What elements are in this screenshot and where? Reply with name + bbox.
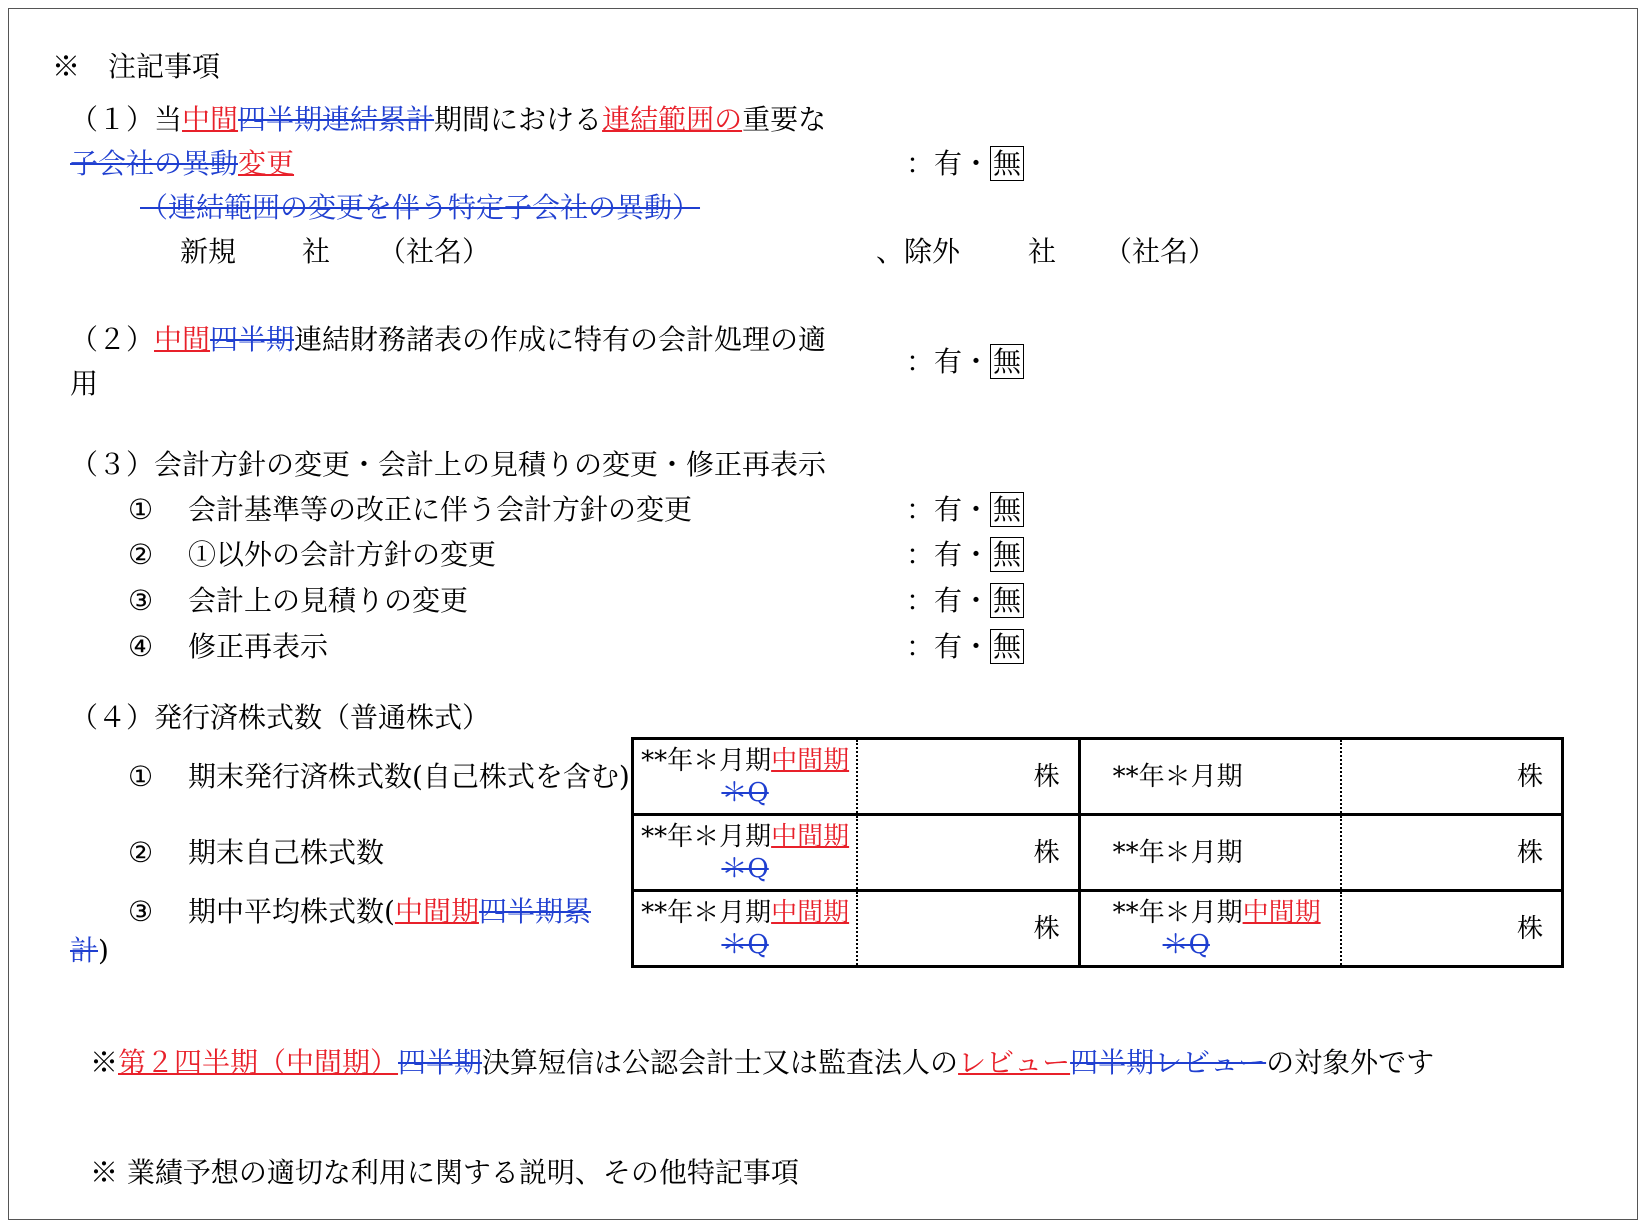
item2-line1: [70, 323, 826, 357]
review-blue1: 四半期: [398, 1046, 483, 1079]
item1-prefix: （１）当: [70, 103, 183, 136]
review-red1: 第２四半期（中間期）: [118, 1046, 399, 1079]
value-cell: 株: [857, 891, 1079, 967]
item1-line3: [140, 191, 700, 225]
review-note: [90, 1046, 1434, 1080]
item1-shinki: 新規: [180, 235, 237, 268]
item3-sub1-num: ①: [128, 493, 154, 526]
item4-row3-red: 中間期: [394, 895, 479, 928]
item3-sub1-yesno: [906, 493, 1024, 527]
item2-red: 中間: [154, 323, 211, 356]
mid-label: 中間期: [1242, 897, 1321, 928]
prior-period-cell: **年＊月期: [1079, 739, 1340, 815]
item1-line3-blue: （連結範囲の変更を伴う特定子会社の異動）: [140, 191, 701, 224]
mid-label: 中間期: [771, 897, 850, 928]
value-cell: 株: [857, 815, 1079, 891]
item1-line2: [70, 147, 294, 181]
prior-period-cell: [1079, 891, 1340, 967]
review-tail: の対象外です: [1266, 1046, 1435, 1079]
period-label: **年＊月期: [641, 821, 772, 852]
table-row: [633, 891, 1563, 967]
item3-sub4-num: ④: [128, 630, 154, 663]
period-label: **年＊月期: [1112, 897, 1243, 928]
item4-row3-line2: [70, 934, 109, 968]
item2-line2: 用: [70, 367, 99, 400]
yesno-prefix: ：有・: [906, 345, 991, 378]
item1-line2-blue: 子会社の異動: [70, 147, 239, 180]
yesno-prefix: ：有・: [906, 493, 991, 526]
item3-sub3-label: 会計上の見積りの変更: [188, 584, 469, 617]
period-cell: [633, 815, 858, 891]
yesno-selected: 無: [990, 492, 1024, 527]
review-blue2: 四半期レビュー: [1070, 1046, 1267, 1079]
yesno-prefix: ：有・: [906, 584, 991, 617]
review-mark: ※: [90, 1046, 119, 1079]
item1-red1: 中間: [182, 103, 239, 136]
period-label: **年＊月期: [641, 745, 772, 776]
item3-sub2-yesno: [906, 538, 1024, 572]
item4-title: （４）発行済株式数（普通株式）: [70, 701, 491, 734]
item3-sub3-yesno: [906, 584, 1024, 618]
item4-row3-line1: [188, 895, 591, 929]
item4-row3-line2-end: ): [98, 934, 109, 967]
item4-row3-blue: 四半期累: [478, 895, 591, 928]
period-cell: [633, 739, 858, 815]
yesno-selected: 無: [990, 537, 1024, 572]
prior-value-cell: 株: [1341, 891, 1563, 967]
item4-row3-num: ③: [128, 895, 154, 928]
item2-blue: 四半期: [210, 323, 295, 356]
item4-row3-line2-blue: 計: [70, 934, 99, 967]
yesno-selected: 無: [990, 583, 1024, 618]
review-red2: レビュー: [958, 1046, 1071, 1079]
yesno-selected: 無: [990, 344, 1024, 379]
item2-yesno: [906, 345, 1024, 379]
item1-shamei1: （社名）: [378, 235, 491, 268]
q-label: ＊Q: [721, 853, 769, 884]
period-cell: [633, 891, 858, 967]
item1-sha1: 社: [302, 235, 331, 268]
mid-label: 中間期: [771, 745, 850, 776]
item1-line2-red: 変更: [238, 147, 295, 180]
prior-value-cell: 株: [1341, 739, 1563, 815]
item3-sub2-label: ①以外の会計方針の変更: [188, 538, 497, 571]
forecast-note: ※ 業績予想の適切な利用に関する説明、その他特記事項: [90, 1156, 799, 1189]
yesno-selected: 無: [990, 629, 1024, 664]
item2-rest: 連結財務諸表の作成に特有の会計処理の適: [294, 323, 827, 356]
item1-tail: 重要な: [742, 103, 827, 136]
item3-sub4-label: 修正再表示: [188, 630, 329, 663]
item1-red2: 連結範囲の: [602, 103, 743, 136]
prior-value-cell: 株: [1341, 815, 1563, 891]
prior-period-cell: **年＊月期: [1079, 815, 1340, 891]
q-label: ＊Q: [1162, 929, 1210, 960]
item4-row3-pre: 期中平均株式数(: [188, 895, 395, 928]
mid-label: 中間期: [771, 821, 850, 852]
yesno-prefix: ：有・: [906, 147, 991, 180]
item1-yesno: [906, 147, 1024, 181]
item3-sub2-num: ②: [128, 538, 154, 571]
table-row: [633, 815, 1563, 891]
shares-table: [631, 737, 1564, 968]
item4-row1-label: 期末発行済株式数(自己株式を含む): [188, 760, 630, 793]
table-row: [633, 739, 1563, 815]
item1-shamei2: （社名）: [1104, 235, 1217, 268]
yesno-selected: 無: [990, 146, 1024, 181]
q-label: ＊Q: [721, 929, 769, 960]
q-label: ＊Q: [721, 777, 769, 808]
item1-mid1: 期間における: [434, 103, 603, 136]
item3-sub3-num: ③: [128, 584, 154, 617]
item1-line1: [70, 103, 826, 137]
review-mid: 決算短信は公認会計士又は監査法人の: [482, 1046, 959, 1079]
yesno-prefix: ：有・: [906, 630, 991, 663]
item3-sub1-label: 会計基準等の改正に伴う会計方針の変更: [188, 493, 693, 526]
notes-heading: ※ 注記事項: [52, 50, 221, 83]
item3-sub4-yesno: [906, 630, 1024, 664]
item4-row2-num: ②: [128, 836, 154, 869]
item1-jogai: 、除外: [876, 235, 961, 268]
value-cell: 株: [857, 739, 1079, 815]
item4-row1-num: ①: [128, 760, 154, 793]
item3-title: （３）会計方針の変更・会計上の見積りの変更・修正再表示: [70, 448, 827, 481]
item1-sha2: 社: [1028, 235, 1057, 268]
item4-row2-label: 期末自己株式数: [188, 836, 385, 869]
item2-prefix: （２）: [70, 323, 155, 356]
item1-blue1: 四半期連結累計: [238, 103, 435, 136]
period-label: **年＊月期: [641, 897, 772, 928]
yesno-prefix: ：有・: [906, 538, 991, 571]
